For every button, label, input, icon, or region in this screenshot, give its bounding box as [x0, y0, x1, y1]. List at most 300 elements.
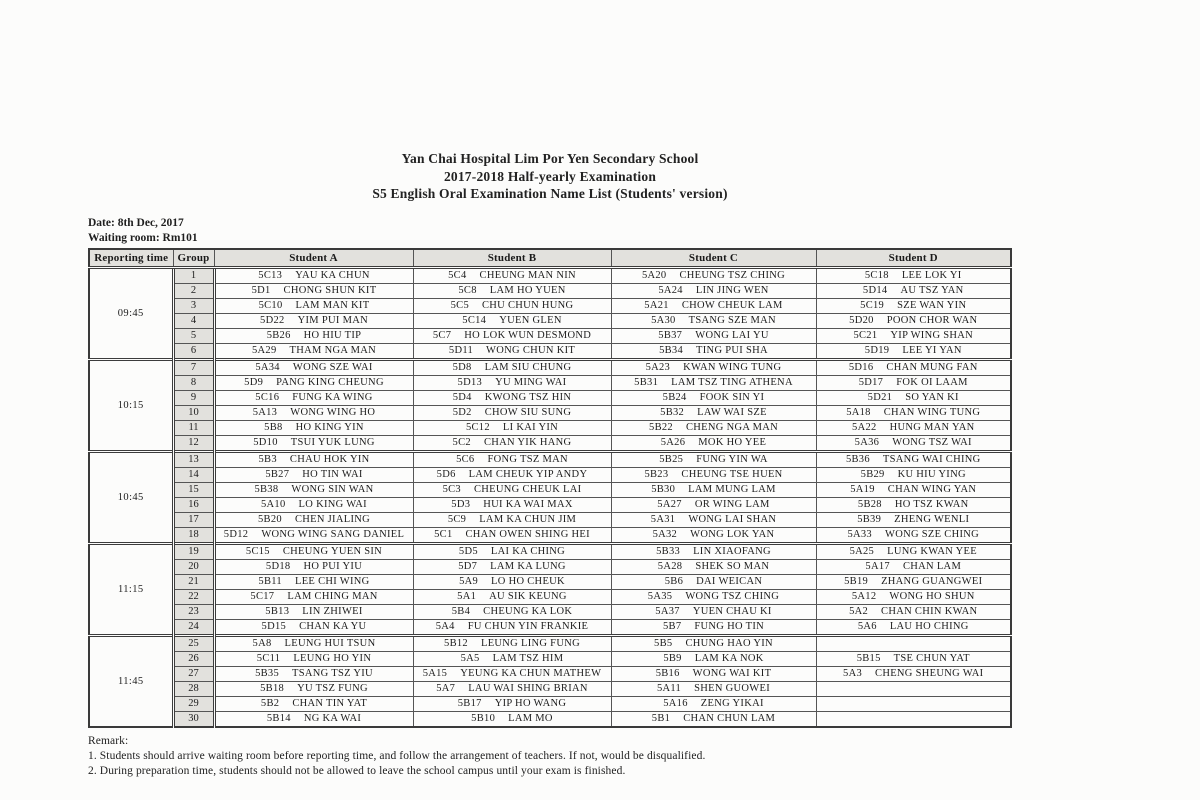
student-cell	[816, 543, 1011, 559]
student-class-number: 5B11	[258, 576, 282, 587]
group-number-cell: 21	[173, 574, 214, 589]
student-name: CHEUNG KA LOK	[483, 606, 573, 617]
table-row	[89, 681, 1011, 696]
student-class-number: 5A5	[460, 653, 480, 664]
group-number-cell: 18	[173, 527, 214, 543]
student-cell	[611, 435, 816, 451]
student-cell	[214, 512, 413, 527]
student-cell	[611, 420, 816, 435]
remark-line-1: 1. Students should arrive waiting room before reporting time, and follow the arrangement of teachers. If not, would be disqualified.	[88, 749, 706, 762]
table-row	[89, 512, 1011, 527]
student-name: LAM KA NOK	[694, 653, 764, 664]
student-class-number: 5D15	[261, 621, 287, 632]
student-cell	[816, 405, 1011, 420]
student-class-number: 5A31	[650, 514, 676, 525]
student-cell	[611, 527, 816, 543]
student-class-number: 5A34	[255, 362, 280, 373]
student-cell	[413, 696, 611, 711]
student-cell	[413, 420, 611, 435]
student-cell	[413, 574, 611, 589]
student-cell	[214, 666, 413, 681]
student-cell	[413, 651, 611, 666]
student-name: WONG SZE CHING	[885, 529, 980, 540]
student-cell	[611, 359, 816, 375]
student-name: LUNG KWAN YEE	[887, 546, 977, 557]
student-class-number: 5B18	[260, 683, 285, 694]
student-class-number: 5A23	[645, 362, 671, 373]
student-class-number: 5D19	[864, 345, 890, 356]
document-title-block	[88, 0, 1012, 203]
group-number-cell: 25	[173, 635, 214, 651]
student-class-number: 5A20	[641, 270, 667, 281]
document-subtitle: S5 English Oral Examination Name List (Students' version)	[372, 186, 728, 201]
student-cell	[816, 313, 1011, 328]
group-number-cell: 27	[173, 666, 214, 681]
student-cell	[816, 619, 1011, 635]
student-name: CHAN KA YU	[299, 621, 367, 632]
student-cell	[816, 420, 1011, 435]
student-name: CHENG NGA MAN	[685, 422, 778, 433]
student-cell	[214, 497, 413, 512]
table-row	[89, 390, 1011, 405]
student-cell	[611, 497, 816, 512]
student-name: CHEN JIALING	[294, 514, 371, 525]
student-class-number: 5B7	[662, 621, 682, 632]
student-name: LAI KA CHING	[490, 546, 566, 557]
student-name: THAM NGA MAN	[289, 345, 376, 356]
student-cell	[413, 711, 611, 727]
student-class-number: 5D17	[858, 377, 884, 388]
student-class-number: 5C2	[452, 437, 471, 448]
student-name: WONG LOK YAN	[690, 529, 775, 540]
col-header-student-a: Student A	[214, 249, 413, 268]
student-cell	[611, 405, 816, 420]
student-class-number: 5A19	[850, 484, 875, 495]
group-number-cell: 3	[173, 298, 214, 313]
student-name: CHOW SIU SUNG	[484, 407, 572, 418]
group-number-cell: 10	[173, 405, 214, 420]
student-class-number: 5A35	[647, 591, 673, 602]
student-class-number: 5A16	[663, 698, 688, 709]
student-cell	[611, 390, 816, 405]
table-row	[89, 313, 1011, 328]
student-class-number: 5D12	[223, 529, 249, 540]
student-name: CHAN TIN YAT	[292, 698, 368, 709]
student-cell	[413, 497, 611, 512]
student-cell	[611, 635, 816, 651]
student-class-number: 5A33	[847, 529, 872, 540]
student-name: TSANG SZE MAN	[688, 315, 776, 326]
student-cell	[816, 589, 1011, 604]
student-cell	[611, 375, 816, 390]
student-class-number: 5D6	[436, 469, 456, 480]
student-cell	[413, 467, 611, 482]
student-cell	[816, 343, 1011, 359]
student-name: HO PUI YIU	[303, 561, 363, 572]
student-name: HO KING YIN	[295, 422, 364, 433]
student-cell	[214, 635, 413, 651]
student-cell	[611, 512, 816, 527]
student-class-number: 5C17	[250, 591, 275, 602]
student-class-number: 5A24	[658, 285, 683, 296]
student-name: WONG WAI KIT	[692, 668, 772, 679]
table-row	[89, 619, 1011, 635]
student-class-number: 5C18	[864, 270, 889, 281]
student-cell	[214, 375, 413, 390]
student-cell	[413, 298, 611, 313]
student-cell	[214, 435, 413, 451]
student-class-number: 5A10	[261, 499, 286, 510]
student-name: YEUNG KA CHUN MATHEW	[460, 668, 602, 679]
student-class-number: 5B25	[659, 454, 684, 465]
student-cell	[816, 635, 1011, 651]
student-name: LAU HO CHING	[889, 621, 969, 632]
table-row	[89, 435, 1011, 451]
student-class-number: 5C19	[860, 300, 885, 311]
student-cell	[611, 343, 816, 359]
student-name: CHAN OWEN SHING HEI	[465, 529, 590, 540]
student-cell	[214, 651, 413, 666]
table-row	[89, 559, 1011, 574]
student-cell	[611, 604, 816, 619]
student-class-number: 5B34	[659, 345, 684, 356]
student-name: ZHANG GUANGWEI	[881, 576, 983, 587]
student-class-number: 5C7	[432, 330, 452, 341]
student-class-number: 5B22	[649, 422, 673, 433]
table-row	[89, 497, 1011, 512]
student-name: HUI KA WAI MAX	[483, 499, 573, 510]
table-row	[89, 651, 1011, 666]
student-name: MOK HO YEE	[698, 437, 767, 448]
table-row	[89, 666, 1011, 681]
group-number-cell: 9	[173, 390, 214, 405]
student-class-number: 5D9	[244, 377, 264, 388]
student-cell	[413, 527, 611, 543]
table-row	[89, 343, 1011, 359]
student-class-number: 5D10	[253, 437, 278, 448]
student-name: LEUNG HUI TSUN	[284, 638, 376, 649]
student-class-number: 5B39	[857, 514, 882, 525]
student-name: CHAN WING TUNG	[883, 407, 981, 418]
student-class-number: 5A36	[854, 437, 880, 448]
student-class-number: 5D11	[448, 345, 474, 356]
group-number-cell: 6	[173, 343, 214, 359]
student-cell	[816, 298, 1011, 313]
col-header-student-d: Student D	[816, 249, 1011, 268]
student-name: LEUNG HO YIN	[293, 653, 372, 664]
waiting-room: Waiting room: Rm101	[88, 231, 198, 244]
student-name: HO LOK WUN DESMOND	[464, 330, 592, 341]
student-name: CHAN LAM	[902, 561, 962, 572]
student-cell	[816, 451, 1011, 467]
table-row	[89, 604, 1011, 619]
table-row	[89, 298, 1011, 313]
student-cell	[214, 543, 413, 559]
student-cell	[816, 696, 1011, 711]
table-row	[89, 359, 1011, 375]
student-class-number: 5A9	[459, 576, 479, 587]
student-name: CHOW CHEUK LAM	[681, 300, 783, 311]
student-name: LAM KA CHUN JIM	[479, 514, 577, 525]
student-cell	[413, 343, 611, 359]
student-class-number: 5B6	[664, 576, 684, 587]
student-name: TSE CHUN YAT	[893, 653, 970, 664]
student-name: LO KING WAI	[298, 499, 367, 510]
student-name: DAI WEICAN	[696, 576, 763, 587]
exam-session-title: 2017-2018 Half-yearly Examination	[443, 168, 657, 184]
student-class-number: 5D4	[452, 392, 472, 403]
student-class-number: 5B38	[254, 484, 279, 495]
student-class-number: 5B32	[660, 407, 685, 418]
student-cell	[816, 467, 1011, 482]
student-name: SHEK SO MAN	[695, 561, 770, 572]
table-row	[89, 375, 1011, 390]
table-row	[89, 451, 1011, 467]
student-cell	[611, 328, 816, 343]
student-cell	[816, 512, 1011, 527]
group-number-cell: 24	[173, 619, 214, 635]
reporting-time-cell: 10:45	[89, 451, 173, 543]
student-cell	[214, 420, 413, 435]
student-cell	[413, 681, 611, 696]
student-class-number: 5A21	[644, 300, 669, 311]
table-row	[89, 527, 1011, 543]
student-class-number: 5A11	[656, 683, 682, 694]
table-row	[89, 267, 1011, 283]
student-name: AU TSZ YAN	[900, 285, 964, 296]
col-header-reporting-time: Reporting time	[89, 249, 173, 268]
student-class-number: 5B4	[451, 606, 471, 617]
student-name: TSANG TSZ YIU	[292, 668, 373, 679]
table-row	[89, 635, 1011, 651]
student-class-number: 5B30	[651, 484, 676, 495]
student-class-number: 5A28	[657, 561, 683, 572]
student-class-number: 5A26	[660, 437, 686, 448]
group-number-cell: 20	[173, 559, 214, 574]
student-name: WONG CHUN KIT	[486, 345, 576, 356]
student-name: LAM SIU CHUNG	[484, 362, 572, 373]
student-name: FUNG YIN WA	[696, 454, 768, 465]
student-class-number: 5B16	[655, 668, 680, 679]
student-class-number: 5A8	[252, 638, 272, 649]
student-cell	[214, 467, 413, 482]
student-name: WONG WING SANG DANIEL	[261, 529, 405, 540]
student-name: YU MING WAI	[495, 377, 567, 388]
student-cell	[816, 666, 1011, 681]
document-meta-block	[88, 216, 1012, 246]
student-class-number: 5B29	[860, 469, 885, 480]
school-name: Yan Chai Hospital Lim Por Yen Secondary School	[401, 151, 699, 166]
student-cell	[413, 451, 611, 467]
student-cell	[816, 283, 1011, 298]
student-name: LAM HO YUEN	[489, 285, 566, 296]
student-cell	[413, 543, 611, 559]
student-class-number: 5A29	[252, 345, 277, 356]
table-row	[89, 467, 1011, 482]
table-row	[89, 543, 1011, 559]
student-cell	[816, 390, 1011, 405]
student-name: LO HO CHEUK	[491, 576, 565, 587]
group-number-cell: 11	[173, 420, 214, 435]
student-cell	[214, 711, 413, 727]
student-class-number: 5C16	[255, 392, 280, 403]
table-row	[89, 328, 1011, 343]
student-class-number: 5A15	[422, 668, 448, 679]
student-class-number: 5A25	[849, 546, 875, 557]
student-class-number: 5A12	[851, 591, 877, 602]
student-class-number: 5C5	[450, 300, 469, 311]
student-name: YIM PUI MAN	[297, 315, 368, 326]
group-number-cell: 29	[173, 696, 214, 711]
student-name: CHUNG HAO YIN	[685, 638, 773, 649]
table-header-row	[89, 249, 1011, 268]
student-cell	[413, 405, 611, 420]
student-name: CHAN WING YAN	[887, 484, 977, 495]
student-cell	[214, 390, 413, 405]
student-class-number: 5C11	[256, 653, 281, 664]
student-cell	[816, 527, 1011, 543]
student-name: SZE WAN YIN	[897, 300, 967, 311]
student-class-number: 5D20	[849, 315, 874, 326]
student-class-number: 5B36	[845, 454, 870, 465]
student-cell	[214, 482, 413, 497]
student-name: CHU CHUN HUNG	[482, 300, 574, 311]
student-name: CHEUNG TSE HUEN	[681, 469, 783, 480]
student-cell	[611, 283, 816, 298]
student-name: FONG TSZ MAN	[487, 454, 568, 465]
remark-heading: Remark:	[88, 734, 129, 747]
student-name: LAM KA LUNG	[490, 561, 566, 572]
student-class-number: 5B8	[264, 422, 283, 433]
student-cell	[413, 390, 611, 405]
student-class-number: 5C14	[462, 315, 487, 326]
reporting-time-cell: 11:45	[89, 635, 173, 727]
group-number-cell: 15	[173, 482, 214, 497]
student-name: YU TSZ FUNG	[297, 683, 368, 694]
student-class-number: 5D18	[265, 561, 291, 572]
student-class-number: 5B27	[265, 469, 290, 480]
student-name: FU CHUN YIN FRANKIE	[467, 621, 589, 632]
student-name: SO YAN KI	[905, 392, 959, 403]
group-number-cell: 7	[173, 359, 214, 375]
student-cell	[611, 482, 816, 497]
student-cell	[413, 604, 611, 619]
reporting-time-cell: 11:15	[89, 543, 173, 635]
student-class-number: 5B26	[266, 330, 291, 341]
student-name: WONG SZE WAI	[292, 362, 373, 373]
student-class-number: 5D5	[458, 546, 478, 557]
student-cell	[611, 651, 816, 666]
student-class-number: 5B17	[457, 698, 482, 709]
student-cell	[611, 711, 816, 727]
student-name: AU SIK KEUNG	[489, 591, 567, 602]
student-name: CHAN CHUN LAM	[683, 713, 776, 724]
student-cell	[816, 435, 1011, 451]
col-header-student-b: Student B	[413, 249, 611, 268]
student-class-number: 5B13	[265, 606, 290, 617]
group-number-cell: 5	[173, 328, 214, 343]
student-name: YIP WING SHAN	[890, 330, 974, 341]
student-cell	[214, 328, 413, 343]
student-name: KU HIU YING	[897, 469, 966, 480]
student-class-number: 5A37	[655, 606, 680, 617]
student-cell	[816, 328, 1011, 343]
col-header-group: Group	[173, 249, 214, 268]
student-class-number: 5D16	[848, 362, 874, 373]
student-cell	[413, 435, 611, 451]
student-name: LEE LOK YI	[901, 270, 962, 281]
student-class-number: 5A6	[857, 621, 877, 632]
student-name: HUNG MAN YAN	[889, 422, 975, 433]
student-name: CHAN MUNG FAN	[886, 362, 978, 373]
student-name: CHEUNG MAN NIN	[479, 270, 576, 281]
student-class-number: 5B19	[844, 576, 869, 587]
student-cell	[816, 651, 1011, 666]
student-name: CHEUNG TSZ CHING	[679, 270, 786, 281]
student-class-number: 5B1	[651, 713, 671, 724]
student-cell	[214, 267, 413, 283]
student-cell	[214, 359, 413, 375]
student-name: WONG LAI SHAN	[688, 514, 777, 525]
student-cell	[611, 313, 816, 328]
group-number-cell: 17	[173, 512, 214, 527]
student-name: OR WING LAM	[694, 499, 770, 510]
student-cell	[816, 482, 1011, 497]
student-name: FOK OI LAAM	[896, 377, 968, 388]
student-class-number: 5B3	[258, 454, 277, 465]
student-name: LAM CHEUK YIP ANDY	[468, 469, 588, 480]
student-cell	[214, 283, 413, 298]
student-name: TSANG WAI CHING	[882, 454, 981, 465]
group-number-cell: 30	[173, 711, 214, 727]
student-class-number: 5D21	[867, 392, 893, 403]
student-class-number: 5C9	[447, 514, 467, 525]
student-name: WONG LAI YU	[695, 330, 769, 341]
student-cell	[816, 681, 1011, 696]
group-number-cell: 19	[173, 543, 214, 559]
student-class-number: 5A4	[435, 621, 455, 632]
student-class-number: 5A2	[849, 606, 869, 617]
student-cell	[413, 375, 611, 390]
group-number-cell: 14	[173, 467, 214, 482]
student-cell	[611, 267, 816, 283]
student-class-number: 5B2	[260, 698, 280, 709]
student-name: YUEN CHAU KI	[692, 606, 772, 617]
student-class-number: 5D3	[451, 499, 471, 510]
student-class-number: 5B33	[656, 546, 681, 557]
student-class-number: 5D2	[452, 407, 472, 418]
student-cell	[611, 619, 816, 635]
student-class-number: 5A22	[852, 422, 877, 433]
student-name: LEE YI YAN	[902, 345, 962, 356]
student-class-number: 5A18	[846, 407, 871, 418]
student-cell	[214, 313, 413, 328]
student-name: CHENG SHEUNG WAI	[875, 668, 984, 679]
student-name: YUEN GLEN	[499, 315, 562, 326]
student-cell	[611, 451, 816, 467]
table-row	[89, 711, 1011, 727]
student-name: WONG SIN WAN	[291, 484, 374, 495]
student-name: LEUNG LING FUNG	[480, 638, 580, 649]
student-class-number: 5B31	[634, 377, 659, 388]
student-name: WONG HO SHUN	[889, 591, 975, 602]
student-class-number: 5C1	[434, 529, 453, 540]
student-name: CHAN CHIN KWAN	[881, 606, 978, 617]
student-cell	[816, 359, 1011, 375]
student-class-number: 5D7	[458, 561, 478, 572]
student-class-number: 5B5	[654, 638, 673, 649]
student-name: CHEUNG CHEUK LAI	[473, 484, 582, 495]
